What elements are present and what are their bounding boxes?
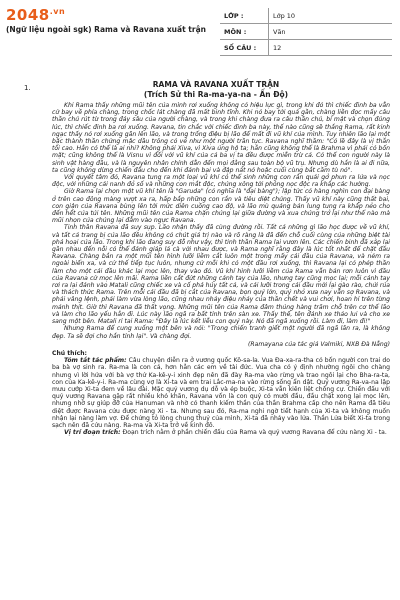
note-lead: Vị trí đoạn trích:: [64, 429, 121, 437]
passage-text: [52, 102, 390, 436]
note-item: [52, 429, 390, 436]
meta-value: Văn: [269, 24, 393, 40]
note-text: Đoạn trích nằm ở phần chiến đấu của Rama và quỷ vương Ravana để cứu nàng Xi - ta.: [120, 429, 387, 437]
paragraph: Tinh thần Ravana đã suy sụp. Lão nhận thấy đã cùng đường rồi. Tất cả những gì lão học được về vũ khí, và tất cả trang bị của lão đều không có chút giá trị nào và rõ ràng là đã đến chỗ cuối cùng của những biệt tài phá hoại của lão. Trong khi lão đang suy đỗ như vậy, thì tinh thần Rama lại vươn lên. Các chiến binh đã xáp lại gần nhau đến nỗi có thể đánh giáp lá cà với nhau được, và Rama nghĩ rằng đây là lúc tốt nhất để chặt đầu Ravana. Chàng bắn ra một mũi tên hình lưỡi liềm cắt luôn một trong mấy cái đầu của Ravana, và ném ra ngoài biển xa, và cứ thế tiếp tục luôn, nhưng cứ mỗi khi có một đầu rơi xuống, thì Ravana lại có phép thần làm cho một cái đầu khác lại mọc lên, thay vào đó. Vũ khí hình lưỡi liềm của Rama vẫn bản rơn luôn vì đầu của Ravana cứ mọc lên mãi. Rama liền cắt đứt những cánh tay của lão, nhưng tay cũng mọc lại; mỗi cánh tay rơi ra lại đánh vào Matali cũng chiếc xe và cố phá hủy tất cả, và cái lưỡi trong cái đầu mới lại gào rào, chửi rủa và thách thức Rama. Trên mỗi cái đầu đã bị cắt của Ravana, bọn quỷ lớn, quỷ nhỏ xưa nay vẫn sợ Ravana, và phải vâng lệnh, phải làm vừa lòng lão, cũng nhau nhảy điệu nhảy của thần chết và vui chơi, hoan hỉ trên từng mảnh thịt. Giờ thì Ravana đã thất vọng. Những mũi tên của Rama đâm thủng hàng trăm chỗ trên cơ thể lão và làm cho lão yếu hẳn đi. Lúc này lão ngã ra bất tỉnh trên sàn xe. Thấy thế, tên đánh xe thảo lui và cho xe sang một bên. Matali rỉ tai Rama: "Đây là lúc kết liễu con quỷ này. Nó đã ngã xuống rồi. Làm đi, làm đi!": [52, 224, 390, 326]
note-text: Câu chuyện diễn ra ở vương quốc Kô-sa-la. Vua Đa-xa-ra-tha có bốn người con trai do ba bà vợ sinh ra. Ra-ma là con cả, hơn hẳn các em về tài đức. Vua cha có ý định nhường ngôi cho chàng nhưng vì lời hứa với bà vợ thứ Ka-kê-y-i xinh đẹp nên đã đày Ra-ma vào rừng và trao ngôi lại cho Bha-ra-ta, con của Ka-kê-y-i. Ra-ma cùng vợ là Xi-ta và em trai Lắc-ma-na vào rừng sống ẩn dật. Quỷ vương Ra-va-na lập mưu cướp Xi-ta đem về lâu đài. Mặc quỷ vương dụ dỗ và ép buộc, Xi-ta vẫn kiên liệt chống cự. Chiến đấu với quỷ vương Ravana gặp rất nhiều khó khăn, Ravana vốn là con quỷ có mười đầu, đầu chặt xong lại mọc lên, nhưng nhờ sự giúp đỡ của Hanuman và nhờ có thanh kiếm thần của thần Brahma cấp cho nên Rama đã tiêu diệt được Ravana cứu được nàng Xi - ta. Nhưng sau đó, Ra-ma nghi ngờ tiết hạnh của Xi-ta và không muốn nhận lại nàng làm vợ. Để chứng tỏ lòng chung thuỷ của mình, Xi-ta đã nhảy vào lửa. Thần Lửa biết Xi-ta trong sạch nên đã cứu nàng. Ra-ma và Xi-ta trở về kinh đô.: [52, 357, 390, 429]
site-logo[interactable]: [6, 6, 65, 24]
meta-value: 12: [269, 40, 393, 56]
meta-value: Lớp 10: [269, 8, 393, 24]
paragraph: Với quyết tâm đó, Ravana tung ra một loại vũ khí có thể sinh những con rắn quái gở phun ra lửa và nọc độc, với những cái nanh đỏ số và những con mắt độc, chúng xông tới phóng nọc độc ra khắp các hướng.: [52, 174, 390, 189]
meta-key: MÔN :: [220, 24, 269, 40]
note-item: [52, 357, 390, 429]
meta-row-subject: [220, 24, 392, 40]
notes-heading: Chú thích:: [52, 349, 87, 357]
logo-suffix: .vn: [49, 7, 66, 16]
paragraph: Giờ Rama lại chọn một vũ khí tên là "Garuda" (có nghĩa là "đại bàng"); lập tức có hàng nghìn con đại bàng ở trên cao đông màng vượt xa ra, hấp bắp những con rắn và tiêu diệt chúng. Thấy vũ khí này cũng thất bại, con giận của Ravana bùng lên tới mức diên cuồng cao độ, và lão mù quáng bản lung tung ra khắp nẻo cho đến hết của túi tên. Những mũi tên của Rama chặn chúng lại giữa đường và xua chúng trở lại như thể nào mà mũi nhọn của chúng lại đâm vào ngực Ravana.: [52, 188, 390, 225]
note-lead: Tóm tắt tác phẩm:: [64, 357, 127, 365]
meta-key: SỐ CÂU :: [220, 40, 269, 56]
logo-text: 2048: [6, 6, 50, 24]
question-number: 1.: [24, 84, 31, 92]
page-subtitle: (Ngữ liệu ngoài sgk) Rama và Ravana xuất trận: [6, 25, 206, 34]
paragraph: Nhưng Rama để cung xuống một bên và nói: "Trong chiến tranh giết một người đã ngã lăn ra, là không đẹp. Ta sẽ đợi cho hắn tỉnh lại". Và chàng đợi.: [52, 325, 390, 340]
meta-row-count: [220, 40, 392, 56]
passage-source: (Ramayana của tác giả Valmiki, NXB Đà Nẵng): [248, 340, 390, 348]
meta-key: LỚP :: [220, 8, 269, 24]
meta-row-class: [220, 8, 392, 24]
meta-table: [220, 8, 392, 56]
paragraph: Khi Rama thấy những mũi tên của mình rơi xuống không có hiệu lực gì, trong khi đó thì chiếc đinh ba vẫn cứ bay về phía chàng, trong chốc lát chàng đã mất binh tĩnh. Khi nó bay tới quá gần, chàng liền đọc mấy câu thần chú rút từ trong đáy sâu của người chàng, và trong khi chàng đưa ra câu thần chú, bí mật và chọn đúng lúc, thì chiếc đinh ba rơi xuống. Ravana, tin chắc với chiếc đinh ba này, thế nào cũng sẽ thắng Rama, rất kinh ngạc thấy nó rơi xuống gãn lên lão, và trong trống điệu bị lão để mất đi vũ khí của mình. Tuy nhiên lão lại một bặc thành thần chứng mặc dầu trông có vẻ như một người trần tục. Ravana nghĩ thầm: "Có lẽ đây là vị thần tối cao. Hẳn có thể là ai nhỉ? Không phải Xiva, vì Xiva ủng hộ ta; hẳn cũng không thể là Brahma vì phải có bốn mặt; cũng không thể là Visnu vì đối với vũ khí của cả ba vị ta đều được miễn trừ cả. Có thể con người này là sinh vật hàng đầu, và là nguyên nhân chính dẫn đến mọi đằng sau toàn bộ vũ trụ. Nhưng dù hắn là ai đi nữa, ta cũng không dừng chiến đấu cho đến khi đánh bại và đập nát nó hoặc cuối cùng bắt cầm tù nó".: [52, 102, 390, 174]
passage-title: RAMA VÀ RAVANA XUẤT TRẬN: [152, 80, 280, 89]
passage-subtitle: (Trích Sử thi Ra-ma-ya-na - Ấn Độ): [143, 90, 289, 99]
